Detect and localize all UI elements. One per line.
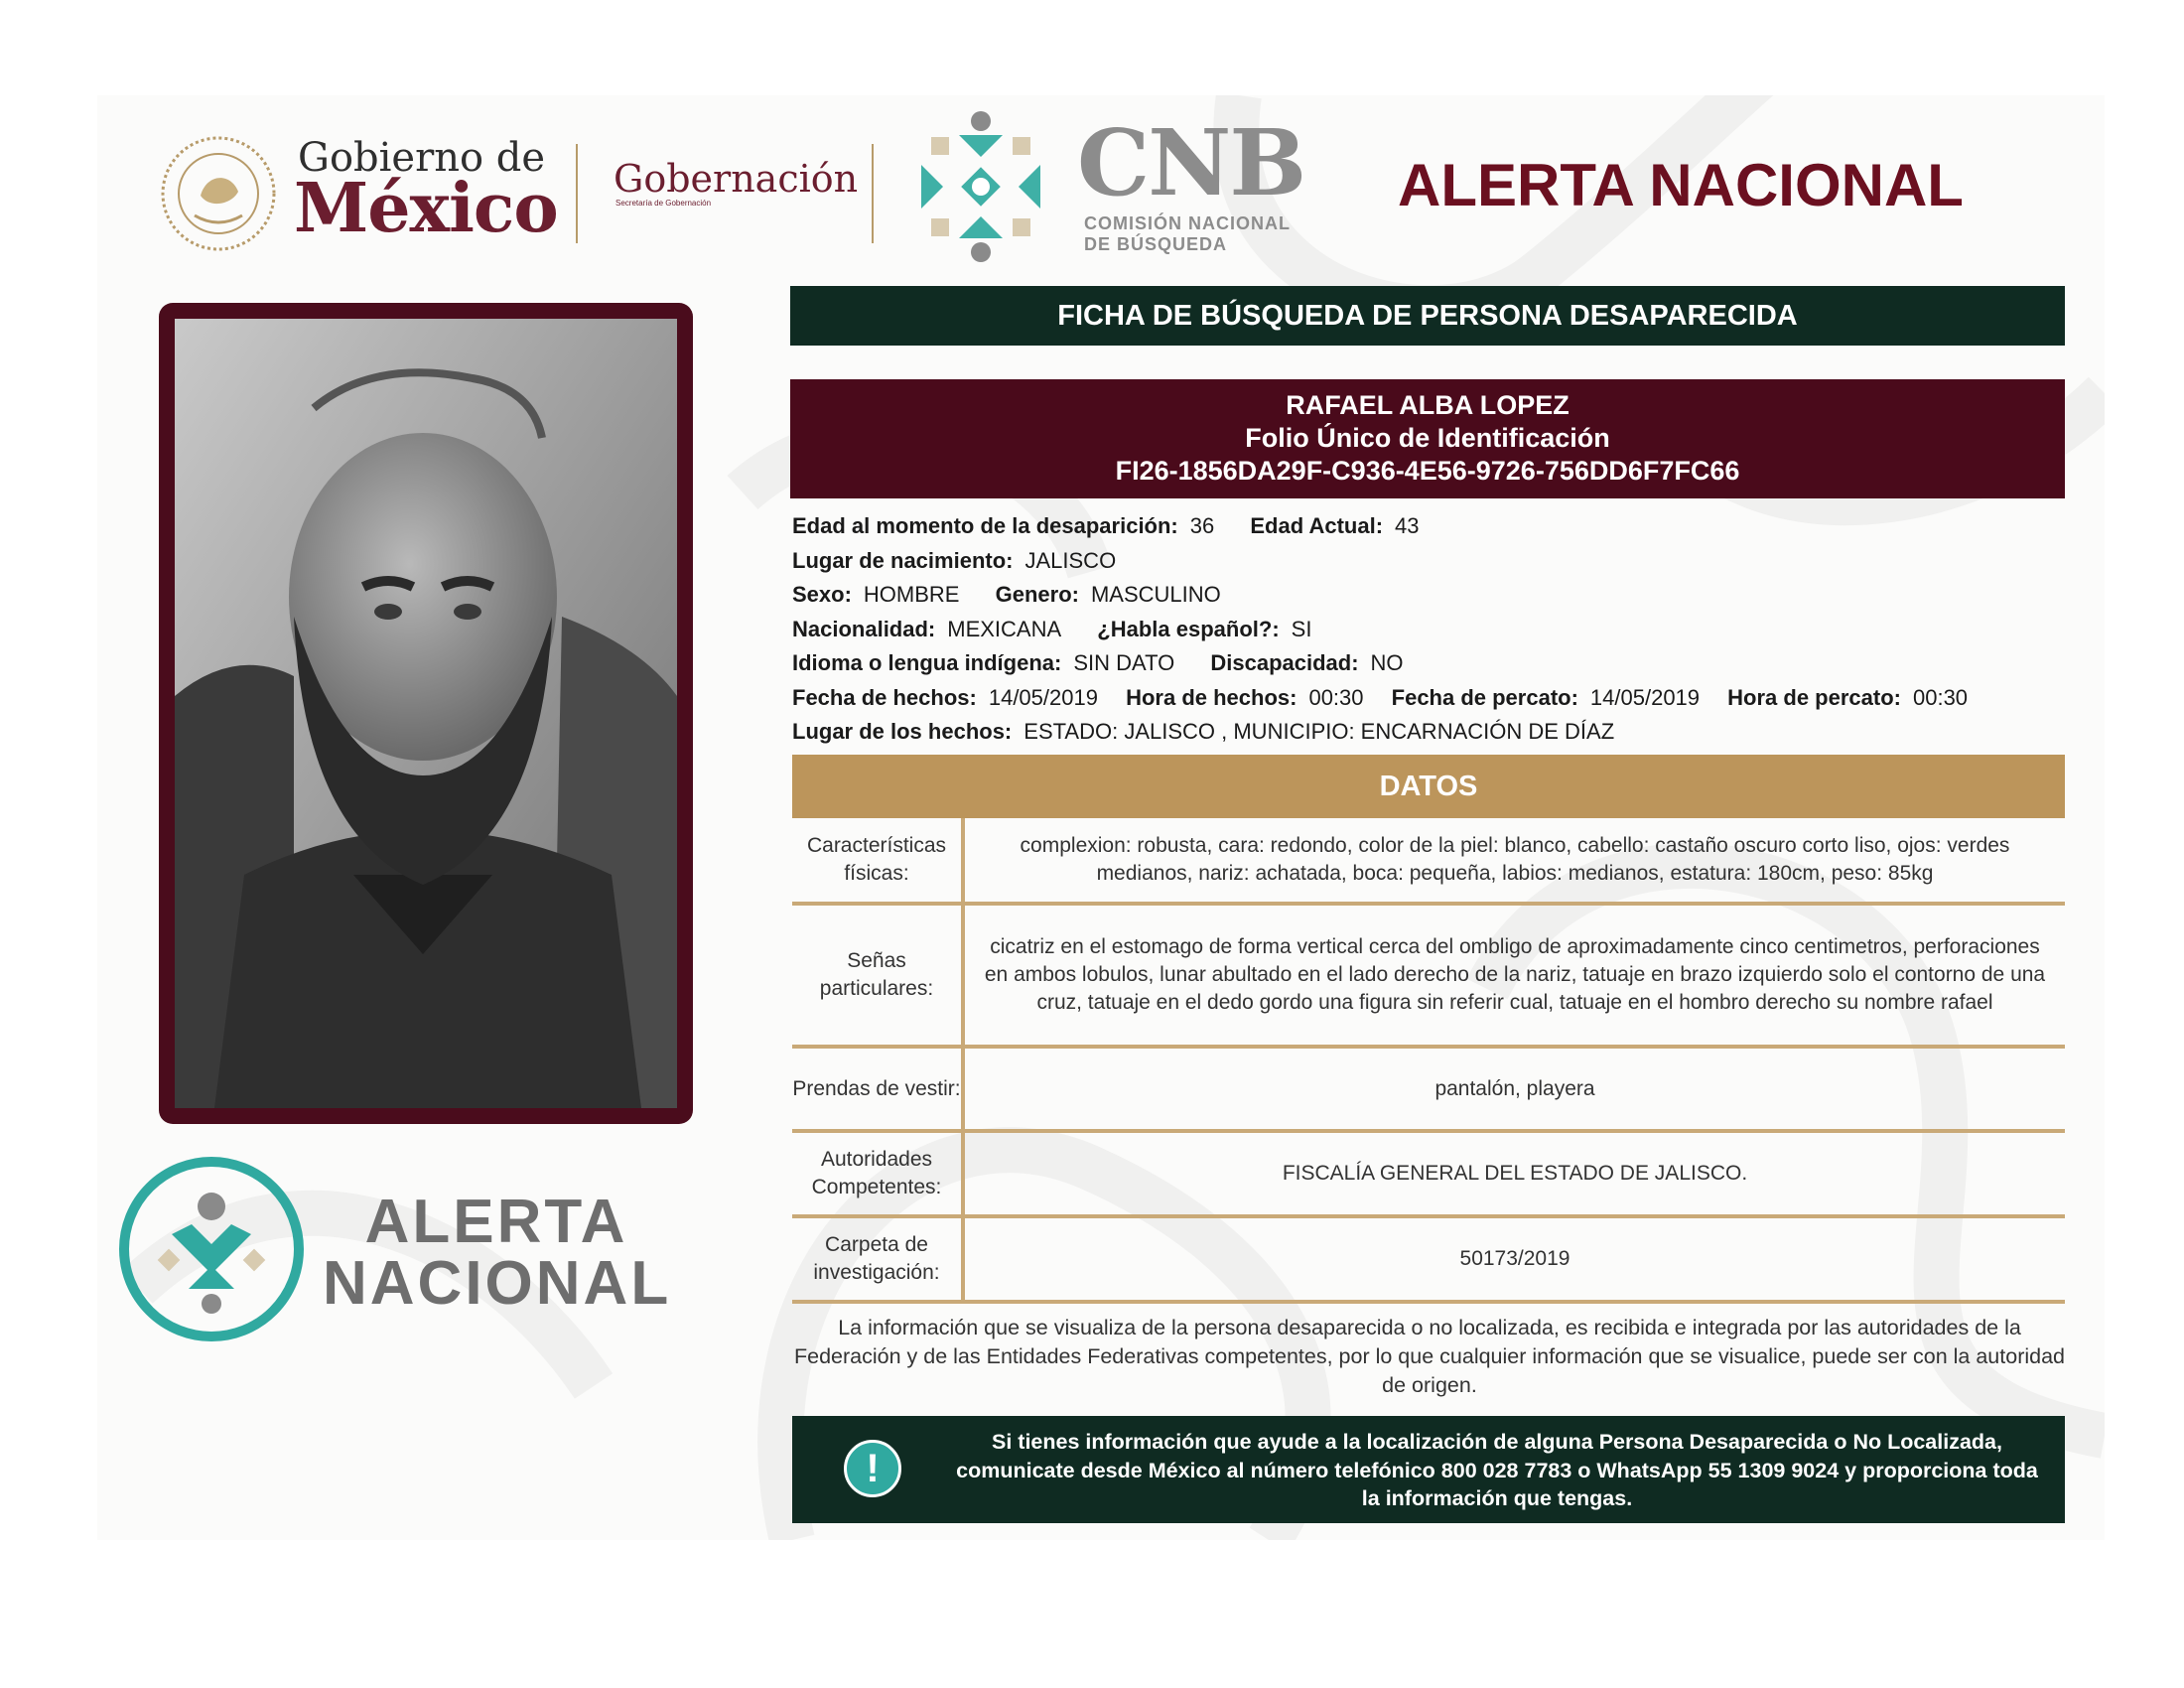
gobierno-line1: Gobierno de — [298, 135, 546, 181]
header-divider — [576, 144, 578, 243]
edad-desaparicion-label: Edad al momento de la desaparición: — [792, 513, 1178, 538]
habla-espanol-label: ¿Habla español?: — [1097, 616, 1280, 641]
row-value: pantalón, playera — [1434, 1076, 1595, 1100]
person-name-box — [790, 379, 2065, 498]
row-label: Carpeta de investigación: — [792, 1218, 965, 1300]
hora-percato-value: 00:30 — [1912, 684, 1969, 710]
folio-number: FI26-1856DA29F-C936-4E56-9726-756DD6F7FC66 — [1115, 456, 1740, 486]
sexo-value: HOMBRE — [863, 582, 960, 607]
discapacidad-label: Discapacidad: — [1210, 650, 1359, 675]
edad-actual-label: Edad Actual: — [1250, 513, 1384, 538]
idioma-value: SIN DATO — [1073, 650, 1175, 675]
table-row — [792, 1218, 2065, 1304]
sexo-label: Sexo: — [792, 582, 852, 607]
fecha-percato-value: 14/05/2019 — [1589, 684, 1701, 710]
alerta-nacional-wordmark — [323, 1188, 672, 1318]
disclaimer-text: La información que se visualiza de la persona desaparecida o no localizada, es recibida e integrada por las autoridades de la Federación y de las Entidades Federativas competentes, por lo que cualquier información que se visualice, puede ser con la autoridad de origen. — [794, 1316, 2066, 1397]
ficha-title-bar: FICHA DE BÚSQUEDA DE PERSONA DESAPARECIDA — [790, 286, 2065, 346]
nacionalidad-value: MEXICANA — [947, 616, 1062, 641]
alerta-word-line1: ALERTA — [364, 1188, 628, 1256]
lugar-hechos-value: ESTADO: JALISCO , MUNICIPIO: ENCARNACIÓN DE DÍAZ — [1024, 719, 1615, 744]
mexico-seal-icon — [159, 134, 278, 253]
hora-percato-label: Hora de percato: — [1727, 684, 1901, 710]
row-label: Autoridades Competentes: — [792, 1133, 965, 1214]
info-row — [792, 681, 2073, 716]
header — [0, 0, 2184, 268]
datos-header: DATOS — [792, 755, 2065, 818]
exclamation-icon: ! — [844, 1440, 901, 1497]
alerta-nacional-logo-icon — [117, 1155, 306, 1343]
contact-info-bar — [792, 1416, 2065, 1523]
header-divider — [872, 144, 874, 243]
contact-text: Si tienes información que ayude a la localización de alguna Persona Desaparecida o No Localizada, comunicate desde México al número telefónico 800 028 7783 o WhatsApp 55 1309 9024 y proporciona toda la información que tengas. — [956, 1430, 2038, 1510]
person-name: RAFAEL ALBA LOPEZ — [1286, 390, 1570, 420]
idioma-label: Idioma o lengua indígena: — [792, 650, 1062, 675]
person-info — [792, 509, 2073, 750]
row-value: cicatriz en el estomago de forma vertical cerca del ombligo de aproximadamente cinco centimetros, perforaciones en ambos lobulos, lunar abultado en el lado derecho de la nariz, tatuaje en brazo izquierdo solo el contorno de una cruz, tatuaje en el dedo gordo una figura sin referir cual, tatuaje en el hombro derecho su nombre rafael — [984, 935, 2046, 1014]
row-label: Señas particulares: — [792, 906, 965, 1045]
edad-actual-value: 43 — [1395, 513, 1420, 538]
fecha-hechos-value: 14/05/2019 — [988, 684, 1098, 710]
cnb-subtitle — [1084, 213, 1291, 255]
table-row — [792, 906, 2065, 1049]
cnb-logo-icon — [901, 107, 1060, 266]
table-row — [792, 1133, 2065, 1218]
info-row — [792, 646, 2073, 681]
table-row — [792, 818, 2065, 906]
lugar-nacimiento-label: Lugar de nacimiento: — [792, 547, 1014, 573]
fecha-percato-label: Fecha de percato: — [1391, 684, 1578, 710]
row-value: 50173/2019 — [1459, 1247, 1570, 1270]
habla-espanol-value: SI — [1291, 616, 1312, 641]
lugar-nacimiento-value: JALISCO — [1024, 547, 1117, 573]
alerta-word-line2: NACIONAL — [323, 1249, 672, 1318]
discapacidad-value: NO — [1370, 650, 1404, 675]
row-value: FISCALÍA GENERAL DEL ESTADO DE JALISCO. — [1282, 1162, 1748, 1185]
cnb-wordmark: CNB — [1077, 109, 1305, 216]
fecha-hechos-label: Fecha de hechos: — [792, 684, 977, 710]
row-value: complexion: robusta, cara: redondo, color de la piel: blanco, cabello: castaño oscuro corto liso, ojos: verdes medianos, nariz: achatada, boca: pequeña, labios: medianos, estatura: 180cm, peso: 85kg — [1020, 834, 2010, 885]
gobierno-line2: México — [294, 169, 558, 248]
genero-label: Genero: — [995, 582, 1079, 607]
cnb-sub-line2: DE BÚSQUEDA — [1084, 234, 1228, 254]
lugar-hechos-label: Lugar de los hechos: — [792, 719, 1013, 744]
folio-label: Folio Único de Identificación — [1245, 423, 1610, 453]
nacionalidad-label: Nacionalidad: — [792, 616, 936, 641]
table-row — [792, 1049, 2065, 1133]
alerta-nacional-title: ALERTA NACIONAL — [1398, 152, 1964, 218]
hora-hechos-value: 00:30 — [1308, 684, 1364, 710]
photo-frame — [159, 303, 693, 1124]
edad-desaparicion-value: 36 — [1189, 513, 1215, 538]
person-photo — [175, 319, 677, 1108]
info-row — [792, 613, 2073, 647]
gobernacion-sub: Secretaría de Gobernación — [615, 199, 712, 208]
info-row — [792, 544, 2073, 579]
genero-value: MASCULINO — [1090, 582, 1221, 607]
person-photo-illustration — [175, 319, 677, 1108]
cnb-sub-line1: COMISIÓN NACIONAL — [1084, 213, 1291, 233]
hora-hechos-label: Hora de hechos: — [1126, 684, 1297, 710]
info-row — [792, 509, 2073, 544]
gobernacion-label: Gobernación — [614, 157, 859, 201]
info-row — [792, 578, 2073, 613]
info-row — [792, 715, 2073, 750]
datos-table — [792, 818, 2065, 1304]
row-label: Características físicas: — [792, 818, 965, 902]
row-label: Prendas de vestir: — [792, 1049, 965, 1129]
